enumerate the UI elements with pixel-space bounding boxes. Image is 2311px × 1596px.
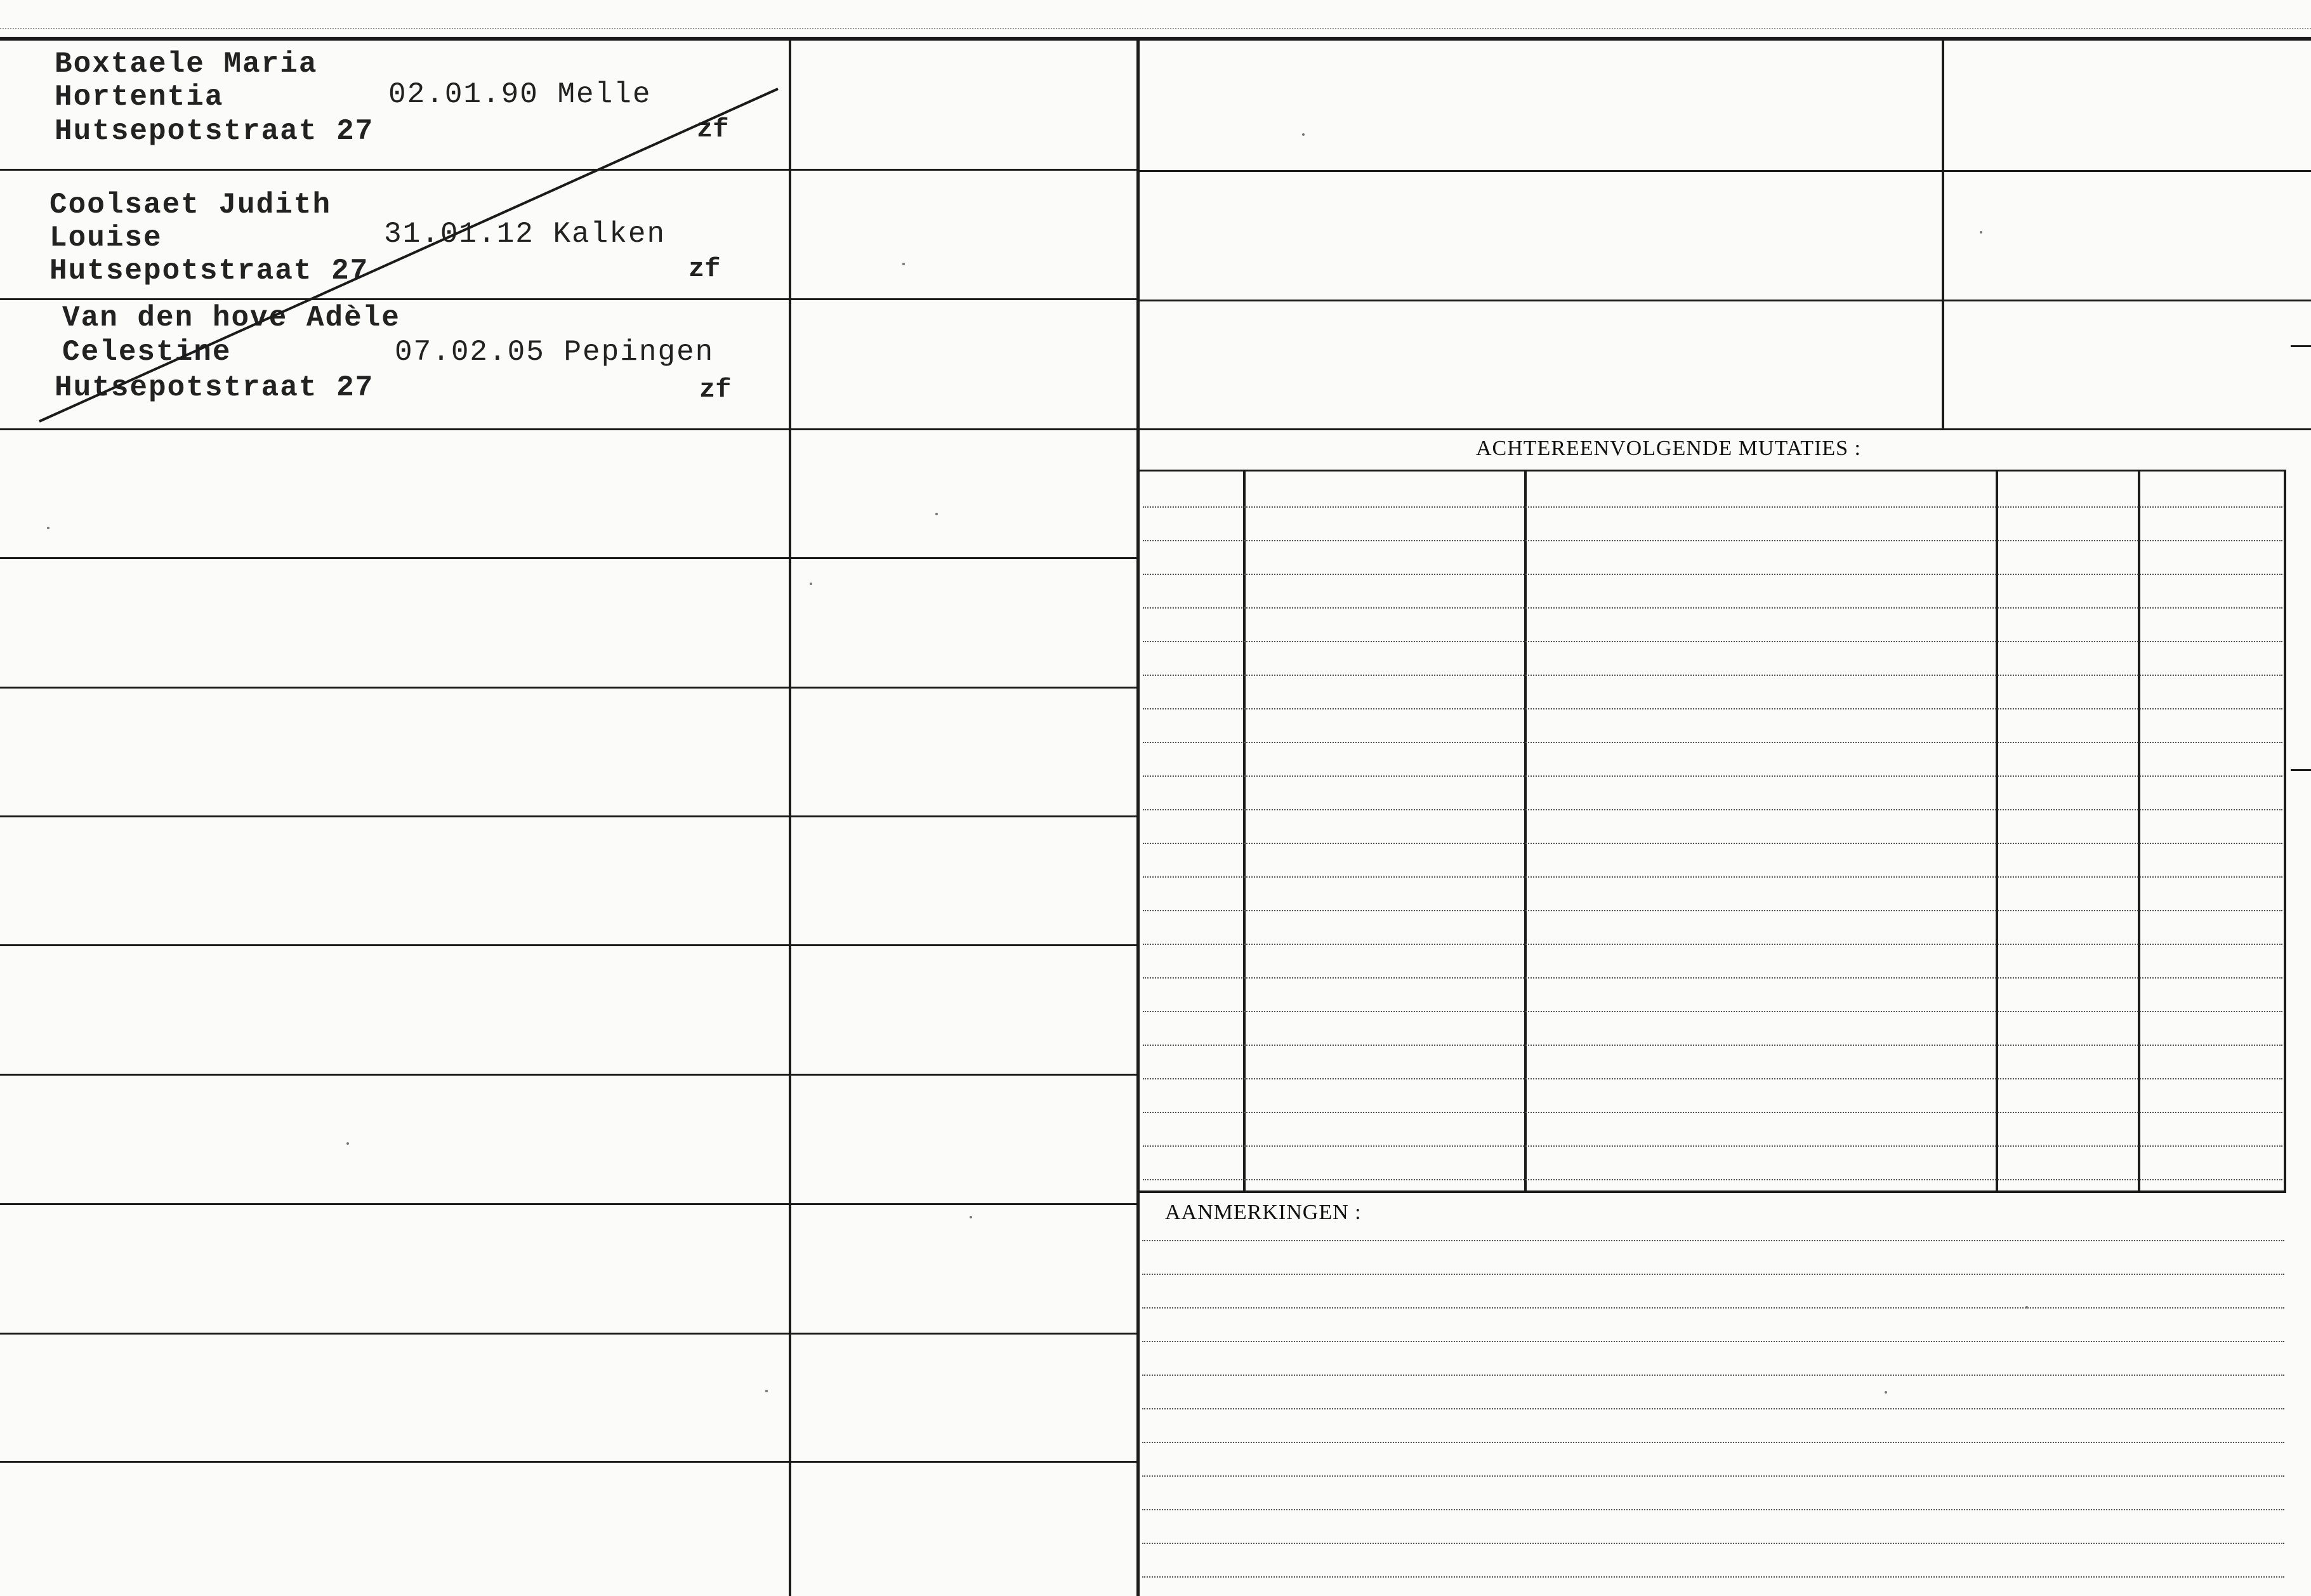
- row-separator: [0, 687, 1138, 689]
- row-separator: [0, 944, 1138, 946]
- mutations-heading: ACHTEREENVOLGENDE MUTATIES :: [1476, 437, 1861, 460]
- ruled-line: [1143, 1045, 2282, 1046]
- scan-speck: [970, 1216, 972, 1218]
- table-right-border: [2284, 470, 2286, 1192]
- ruled-line: [1143, 944, 2282, 945]
- ruled-line: [1143, 910, 2282, 911]
- ruled-line: [1142, 1307, 2284, 1309]
- right-top-divider: [1942, 39, 1944, 428]
- record-name-continued: Celestine: [62, 336, 232, 369]
- strike-through-line: [0, 0, 793, 444]
- record-name: Boxtaele Maria: [55, 48, 318, 81]
- record-code: zf: [699, 374, 732, 405]
- scan-speck: [2025, 1306, 2028, 1309]
- scan-speck: [1980, 231, 1982, 234]
- record-address: Hutsepotstraat 27: [55, 115, 374, 148]
- row-separator: [0, 1203, 1138, 1205]
- ruled-line: [1143, 775, 2282, 777]
- ruled-line: [1142, 1240, 2284, 1241]
- ruled-line: [1142, 1341, 2284, 1342]
- ruled-line: [1142, 1475, 2284, 1477]
- ruled-line: [1143, 1078, 2282, 1079]
- ruled-line: [1142, 1375, 2284, 1376]
- ruled-line: [1142, 1543, 2284, 1544]
- record-name: Van den hove Adèle: [62, 301, 400, 334]
- ruled-line: [1143, 809, 2282, 810]
- ruled-line: [1142, 1408, 2284, 1409]
- scan-speck: [346, 1142, 349, 1145]
- scan-speck: [1302, 133, 1305, 136]
- ruled-line: [1143, 843, 2282, 844]
- record-birth: 02.01.90 Melle: [388, 78, 652, 111]
- ruled-line: [1142, 1274, 2284, 1275]
- row-separator: [0, 1333, 1138, 1335]
- mutations-table: [1138, 470, 2311, 1193]
- ruled-line: [1143, 1011, 2282, 1012]
- row-separator: [0, 557, 1138, 559]
- record-address: Hutsepotstraat 27: [49, 254, 369, 287]
- scan-speck: [765, 1390, 768, 1392]
- ruled-line: [1143, 742, 2282, 743]
- ruled-line: [1143, 675, 2282, 676]
- row-separator: [0, 815, 1138, 817]
- record-code: zf: [688, 254, 721, 284]
- table-top-border: [1138, 470, 2286, 472]
- scan-speck: [935, 513, 938, 515]
- record-birth: 07.02.05 Pepingen: [395, 336, 714, 369]
- scan-speck: [902, 263, 905, 265]
- ruled-line: [1142, 1509, 2284, 1510]
- scan-speck: [810, 583, 812, 585]
- record-code: zf: [697, 114, 729, 145]
- ruled-line: [1143, 708, 2282, 709]
- ruled-line: [1143, 1179, 2282, 1180]
- ruled-line: [1143, 641, 2282, 642]
- ruled-line: [1143, 540, 2282, 541]
- ruled-line: [1143, 977, 2282, 979]
- record-name-continued: Hortentia: [55, 81, 224, 114]
- table-column-divider: [1996, 470, 1998, 1192]
- edge-tick: [2291, 345, 2311, 347]
- scan-speck: [47, 527, 49, 529]
- ruled-line: [1142, 1442, 2284, 1443]
- table-column-divider: [1243, 470, 1246, 1192]
- record-name-continued: Louise: [49, 221, 162, 254]
- table-bottom-border: [1138, 1190, 2286, 1193]
- right-row-separator: [1138, 300, 2311, 301]
- ruled-line: [1143, 876, 2282, 878]
- ruled-line: [1143, 1112, 2282, 1113]
- ruled-line: [1143, 506, 2282, 508]
- table-column-divider: [2138, 470, 2140, 1192]
- scan-speck: [1885, 1391, 1887, 1394]
- record-birth: 31.01.12 Kalken: [384, 218, 666, 251]
- edge-tick: [2291, 769, 2311, 771]
- ruled-line: [1143, 607, 2282, 609]
- row-separator: [0, 1461, 1138, 1463]
- table-column-divider: [1524, 470, 1527, 1192]
- record-address: Hutsepotstraat 27: [55, 371, 374, 404]
- record-name: Coolsaet Judith: [49, 188, 332, 221]
- ruled-line: [1143, 1145, 2282, 1147]
- ruled-line: [1143, 574, 2282, 575]
- row-separator: [0, 1074, 1138, 1076]
- ruled-line: [1142, 1576, 2284, 1578]
- right-row-separator: [1138, 170, 2311, 172]
- remarks-heading: AANMERKINGEN :: [1165, 1201, 1362, 1224]
